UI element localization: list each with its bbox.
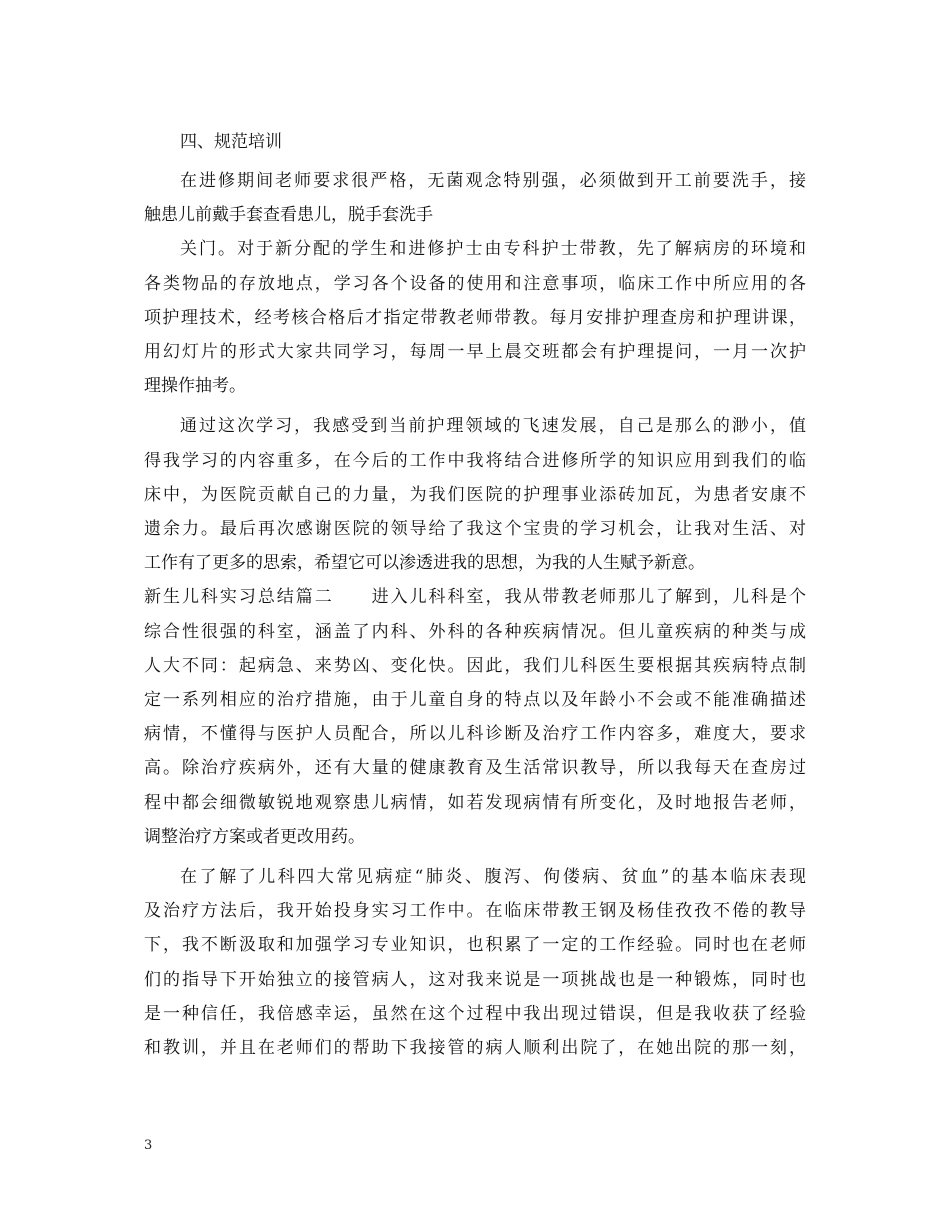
text-line: 工作有了更多的思索，希望它可以渗透进我的思想，为我的人生赋予新意。 — [144, 553, 705, 574]
paragraph-2 — [144, 232, 806, 403]
text-line: 触患儿前戴手套查看患儿，脱手套洗手 — [144, 205, 433, 226]
text-line: 在进修期间老师要求很严格，无菌观念特别强，必须做到开工前要洗手，接 — [180, 171, 806, 191]
text-line: 们的指导下开始独立的接管病人，这对我来说是一项挑战也是一种锻炼，同时也 — [144, 969, 806, 990]
section-heading: 四、规范培训 — [180, 132, 282, 152]
paragraph-3 — [144, 409, 806, 580]
text-line: 得我学习的内容重多，在今后的工作中我将结合进修所学的知识应用到我们的临 — [144, 450, 806, 471]
text-line: 各类物品的存放地点，学习各个设备的使用和注意事项，临床工作中所应用的各 — [144, 273, 806, 294]
document-body — [144, 128, 806, 1065]
text-line: 下，我不断汲取和加强学习专业知识，也积累了一定的工作经验。同时也在老师 — [144, 935, 806, 956]
paragraph-1 — [144, 164, 806, 232]
text-line: 定一系列相应的治疗措施，由于儿童自身的特点以及年龄小不会或不能准确描述 — [144, 690, 806, 711]
text-line: 理操作抽考。 — [144, 376, 246, 397]
text-line: 项护理技术，经考核合格后才指定带教老师带教。每月安排护理查房和护理讲课， — [144, 307, 806, 328]
text-line: 通过这次学习，我感受到当前护理领域的飞速发展，自己是那么的渺小，值 — [180, 416, 806, 437]
page-number: 3 — [144, 1138, 153, 1153]
text-line: 综合性很强的科室，涵盖了内科、外科的各种疾病情况。但儿童疾病的种类与成 — [144, 621, 806, 642]
text-line: 床中，为医院贡献自己的力量，为我们医院的护理事业添砖加瓦，为患者安康不 — [144, 484, 806, 505]
text-line: 用幻灯片的形式大家共同学习，每周一早上晨交班都会有护理提问，一月一次护 — [144, 342, 806, 363]
text-line: 遗余力。最后再次感谢医院的领导给了我这个宝贵的学习机会，让我对生活、对 — [144, 519, 806, 540]
text-line: 调整治疗方案或者更改用药。 — [144, 826, 365, 847]
text-line: 高。除治疗疾病外，还有大量的健康教育及生活常识教导，所以我每天在查房过 — [144, 758, 806, 779]
text-line: 是一种信任，我倍感幸运，虽然在这个过程中我出现过错误，但是我收获了经验 — [144, 1003, 806, 1024]
text-line: 病情，不懂得与医护人员配合，所以儿科诊断及治疗工作内容多，难度大，要求 — [144, 724, 806, 745]
text-line: 人大不同：起病急、来势凶、变化快。因此，我们儿科医生要根据其疾病特点制 — [144, 655, 806, 676]
paragraph-4 — [144, 580, 806, 854]
text-line: 程中都会细微敏锐地观察患儿病情，如若发现病情有所变化，及时地报告老师， — [144, 792, 806, 813]
text-line: 在了解了儿科四大常见病症“肺炎、腹泻、佝偻病、贫血”的基本临床表现 — [180, 867, 806, 888]
paragraph-5 — [144, 860, 806, 1065]
text-line: 关门。对于新分配的学生和进修护士由专科护士带教，先了解病房的环境和 — [180, 239, 806, 260]
text-line: 和教训，并且在老师们的帮助下我接管的病人顺利出院了，在她出院的那一刻， — [144, 1038, 806, 1059]
text-line: 及治疗方法后，我开始投身实习工作中。在临床带教王钢及杨佳孜孜不倦的教导 — [144, 901, 806, 922]
text-line: 新生儿科实习总结篇二 进入儿科科室，我从带教老师那儿了解到，儿科是个 — [144, 587, 806, 608]
